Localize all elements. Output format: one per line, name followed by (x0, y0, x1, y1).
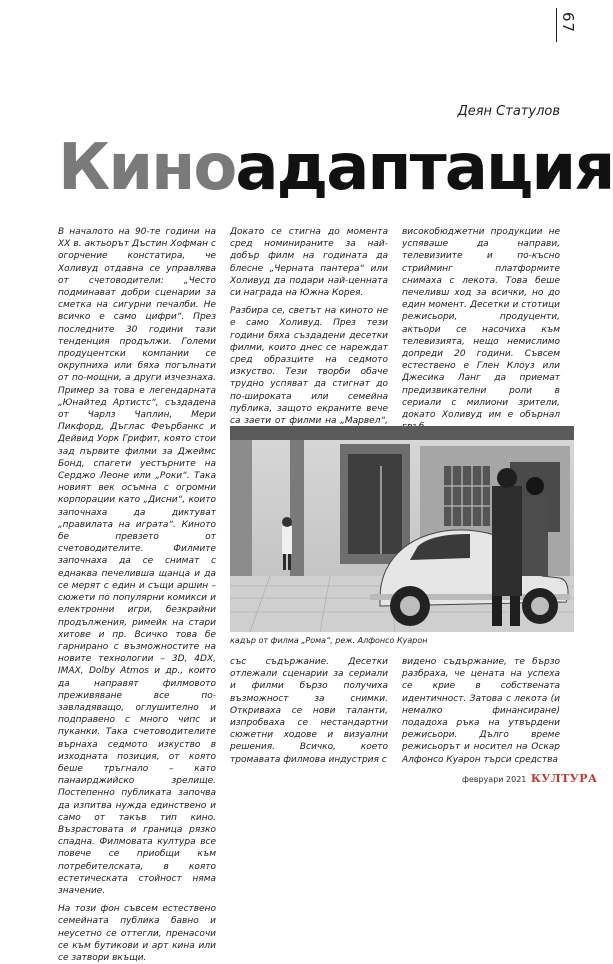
paragraph: със съдържание. Десетки отлежали сценарии за сериали и филми бързо получиха възможност за снимки. Откриваха се нови таланти, изпробваха се нестандартни сюжетни ходове и визуални решения. Всичко, което тромавата филмова индустрия с (230, 657, 388, 765)
page-footer (462, 772, 598, 785)
paragraph: Докато се стигна до момента сред номинираните за най-добър филм на годината да блесне „Черната пантера“ или Холивуд да подари най-ценната си награда на Южна Корея. (230, 227, 388, 299)
film-still-photo (230, 426, 574, 632)
page-number (556, 8, 582, 42)
text-column-2-bottom (230, 656, 388, 766)
paragraph: В началото на 90-те години на XX в. актьорът Дъстин Хофман с огорчение констатира, че Холивуд отдавна се управлява от счетоводители: „Често подминават добри сценарии за сметка на сигурни печалби. Не всичко е само цифри“. През последните 30 години тази тенденция продължи. Големи продуцентски компании се окрупниха или бяха погълнати от по-мощни, а други изчезнаха. Пример за това е легендарната „Юнайтед Артистс“, създадена от Чарлз Чаплин, Мери Пикфорд, Дъглас Феърбанкс и Дейвид Уорк Грифит, която стои зад първите филми за Джеймс Бонд, спагети уестърните на Серджо Леоне или „Роки“. Така новият век осъмна с огромни корпорации като „Дисни“, които започнаха да диктуват „правилата на играта“. Киното бе превзето от счетоводителите. Филмите започнаха да се снимат с еднаква печелившa щанца и да се мерят с един и същи аршин – сюжети по популярни комикси и електронни игри, безкрайни продължения, римейк на стари хитове и пр. Всичко това бе гарнирано с възможностите на новите технологии – 3D, 4DX, IMAX, Dolby Atmos и др., които да направят филмовото преживяване все по-завладяващо, оглушително и подправено с много чипс и пуканки. Така счетоводителите върнаха седмото изкуство в изходната позиция, от която беше тръгнало – като панаирджийско зрелище. Постепенно публиката започва да изпитва нужда единствено и само от такъв тип кино. Възрастовата и граница рязко спадна. Филмовата култура все повече се приобщи към потребителската, в която естетическата стойност няма значение. (58, 227, 216, 896)
issue-date: февруари 2021 (462, 775, 527, 784)
text-column-3-bottom (402, 656, 560, 766)
paragraph: Разбира се, светът на киното не е само Холивуд. През тези години бяха създадени десетки филми, които днес се нареждат сред образците на седмото изкуство. Тези творби обаче трудно успяват да стигнат до по-широката или семейна публика, защото екраните вече са заети от филми на „Марвел“, (230, 306, 388, 427)
paragraph: На този фон съвсем естествено семейната публика бавно и неусетно се оттегли, пренасочи се към бутикови и арт кина или се затвори вкъщи. (58, 904, 216, 963)
author-name: Деян Статулов (457, 104, 560, 119)
photo-caption: кадър от филма „Рома“, реж. Алфонсо Куарон (230, 636, 428, 645)
magazine-logo: КУЛТУРА (530, 772, 598, 785)
paragraph: видено съдържание, те бързо разбраха, че цената на успеха се крие в собствената идентичност. Затова с лекота (и немалко финансиране) подадоха ръка на утвърдени режисьори. Дълго време режисьорът и носител на Оскар Алфонсо Куарон търси средства (402, 657, 560, 765)
title-part-kino: Кино (58, 131, 236, 205)
article-title (58, 128, 613, 208)
text-column-3-top (402, 226, 560, 421)
page-number-text: 67 (559, 12, 577, 34)
text-column-1 (58, 226, 216, 963)
film-still-illustration (230, 426, 574, 632)
text-column-2-top (230, 226, 388, 427)
title-part-adaptaciya: адаптация (235, 131, 613, 205)
paragraph: високобюджетни продукции не успяваше да направи, телевизиите и по-късно стрийминг платформите снимаха с лекота. Това беше печеливш ход за всички, но до един момент. Десетки и стотици режисьори, продуценти, актьори се насочиха към телевизията, нещо немислимо допреди 20 години. Съвсем естествено е Глен Клоуз или Джесика Ланг да приемат предизвикателни роли в сериали с милиони зрители, докато Холивуд им е обърнал (402, 227, 560, 421)
